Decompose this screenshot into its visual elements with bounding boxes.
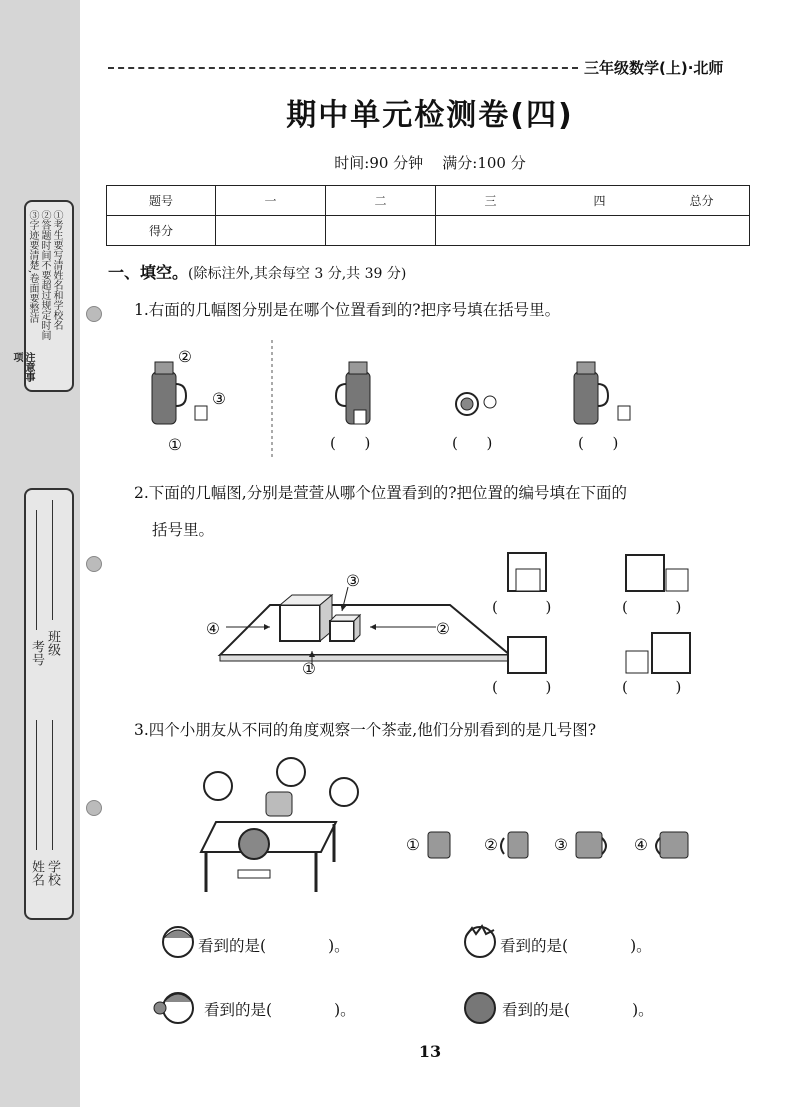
- cup-icon: [195, 406, 207, 420]
- score-cell[interactable]: [216, 216, 326, 246]
- time-limit: 时间:90 分钟: [334, 154, 424, 172]
- q2-label-4: ④: [206, 620, 220, 638]
- teapot-view-1-icon: [428, 832, 450, 858]
- section-heading: [108, 260, 406, 283]
- boy-avatar-icon: [462, 924, 498, 964]
- cup-icon: [618, 406, 630, 420]
- exam-no-label: 考号: [29, 640, 44, 666]
- notes-box: [11, 200, 74, 392]
- answer-3: [204, 998, 356, 1020]
- child-right-icon: [330, 778, 358, 806]
- q2-answer-blank[interactable]: ( ): [622, 678, 682, 696]
- note-2: ②答题时间不要超过规定时间: [39, 210, 50, 340]
- table-header-cell: 题号: [107, 186, 216, 216]
- section-note: (除标注外,其余每空 3 分,共 39 分): [188, 266, 407, 282]
- flask-icon: [152, 362, 186, 424]
- name-label: 姓名: [29, 860, 44, 886]
- view-d: [626, 651, 648, 673]
- child-left-icon: [204, 772, 232, 800]
- teapot-icon: [266, 792, 292, 816]
- info-box: [24, 488, 74, 920]
- child-back-icon: [277, 758, 305, 786]
- teapot-views: [424, 826, 704, 866]
- name-line: [36, 720, 37, 850]
- teapot-view-2-icon: [508, 832, 528, 858]
- question-1: 1.右面的几幅图分别是在哪个位置看到的?把序号填在括号里。: [134, 301, 561, 319]
- answer-suffix: )。: [328, 937, 350, 955]
- score-table: [106, 185, 750, 246]
- page-title: 期中单元检测卷(四): [286, 98, 574, 133]
- class-label: 班级: [45, 630, 60, 656]
- binding-hole: [86, 556, 102, 572]
- answer-prefix: 看到的是(: [204, 1001, 273, 1019]
- table-header-cell: 二: [326, 186, 436, 216]
- option-1-label: ①: [406, 836, 420, 854]
- q2-label-2: ②: [436, 620, 450, 638]
- back-of-head-avatar-icon: [462, 988, 498, 1028]
- exam-meta: [0, 152, 800, 173]
- binding-hole: [86, 306, 102, 322]
- answer-prefix: 看到的是(: [502, 1001, 571, 1019]
- answer-2: [500, 934, 652, 956]
- note-1: ①考生要写清姓名和学校名: [51, 210, 62, 330]
- class-line: [52, 500, 53, 620]
- girl-avatar-icon: [160, 924, 196, 964]
- answer-prefix: 看到的是(: [500, 937, 569, 955]
- question-2-line-2: 括号里。: [152, 521, 215, 539]
- q1-label-3: ③: [212, 390, 226, 408]
- q1-answer-blank[interactable]: ( ): [452, 434, 493, 452]
- view-c: [508, 637, 546, 673]
- q2-answer-blank[interactable]: ( ): [492, 598, 552, 616]
- answer-4: [502, 998, 654, 1020]
- question-3: 3.四个小朋友从不同的角度观察一个茶壶,他们分别看到的是几号图?: [134, 721, 597, 739]
- answer-1: [198, 934, 350, 956]
- big-cube: [280, 595, 332, 641]
- school-label: 学校: [45, 860, 60, 886]
- exam-no-line: [36, 510, 37, 630]
- q2-answer-blank[interactable]: ( ): [622, 598, 682, 616]
- q1-label-2: ②: [178, 348, 192, 366]
- table-header-cell: 三: [436, 186, 546, 216]
- question-2-line-1: 2.下面的几幅图,分别是萱萱从哪个位置看到的?把位置的编号填在下面的: [134, 484, 628, 502]
- q2-label-3: ③: [346, 572, 360, 590]
- answer-suffix: )。: [334, 1001, 356, 1019]
- cup-top-icon: [484, 396, 496, 408]
- cup-icon: [354, 410, 366, 424]
- header-rule: [108, 67, 578, 69]
- child-front-icon: [239, 829, 269, 859]
- small-cube: [330, 615, 360, 641]
- option-2-label: ②: [484, 836, 498, 854]
- q2-label-1: ①: [302, 660, 316, 678]
- answer-suffix: )。: [630, 937, 652, 955]
- table-row-label: 得分: [107, 216, 216, 246]
- score-cell[interactable]: [436, 216, 750, 246]
- binding-hole: [86, 800, 102, 816]
- table-row: [107, 186, 750, 216]
- header-subject: 三年级数学(上)·北师: [584, 59, 724, 77]
- table-header-cell: 四: [545, 186, 654, 216]
- teapot-view-3-icon: [576, 832, 602, 858]
- score-cell[interactable]: [326, 216, 436, 246]
- option-3-label: ③: [554, 836, 568, 854]
- teapot-view-4-icon: [660, 832, 688, 858]
- q1-figures: [140, 340, 740, 460]
- table-header-cell: 总分: [654, 186, 750, 216]
- notes-title: 注意事项: [11, 352, 34, 382]
- table-header-cell: 一: [216, 186, 326, 216]
- note-3: ③字迹要清楚,卷面要整洁: [27, 210, 38, 324]
- q1-answer-blank[interactable]: ( ): [330, 434, 371, 452]
- table-row: [107, 216, 750, 246]
- q2-answer-blank[interactable]: ( ): [492, 678, 552, 696]
- q1-label-1: ①: [168, 436, 182, 454]
- flask-icon: [574, 362, 608, 424]
- option-4-label: ④: [634, 836, 648, 854]
- q1-answer-blank[interactable]: ( ): [578, 434, 619, 452]
- children-table-illustration: [186, 752, 366, 902]
- section-title: 一、填空。: [108, 263, 189, 282]
- board-shape: [220, 605, 510, 655]
- full-score: 满分:100 分: [442, 154, 526, 172]
- view-b: [626, 555, 664, 591]
- answer-suffix: )。: [632, 1001, 654, 1019]
- page-number: 13: [418, 1042, 442, 1061]
- answer-prefix: 看到的是(: [198, 937, 267, 955]
- school-line: [52, 720, 53, 850]
- girl-pigtails-avatar-icon: [152, 988, 202, 1028]
